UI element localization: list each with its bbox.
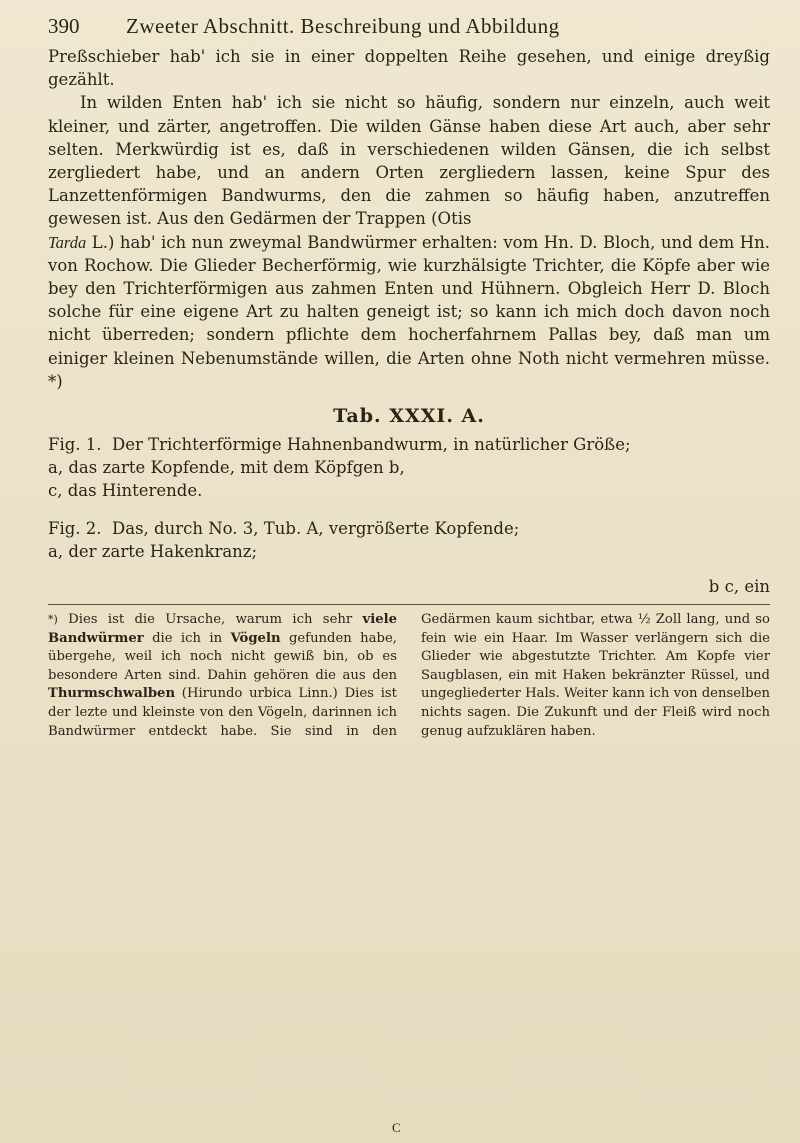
- footnote-text: Dies ist die Ursache, warum ich sehr: [68, 612, 353, 628]
- figure-label: Fig. 2.: [48, 518, 102, 538]
- footnote-text: (Hirundo urbica Linn.) Dies ist der lezte und kleinste von den Vögeln, darinnen ich Bandwürmer entdeckt habe. Sie sind in den Gedärmen kaum sichtbar, etwa ½ Zoll lang, und so fein wie ein Haar. Im Wasser verlängern sich die Glieder wie abgestutzte Trichter. Am Kopfe vier Saugblasen, ein mit Haken bekränzter Rüssel, und ungegliederter Hals. Weiter kann ich von denselben nichts sagen. Die Zukunft und der Fleiß wird noch genug aufzuklären haben.: [48, 612, 770, 739]
- footnote-emphasis: Thurmschwalben: [48, 686, 176, 702]
- figure-continuation: b c, ein: [708, 577, 770, 597]
- paragraph: [48, 231, 770, 393]
- main-text: [48, 45, 770, 393]
- figure-item: a, das zarte Kopfende, mit dem Köpfgen b,: [48, 458, 405, 478]
- species-name: Tarda: [48, 232, 87, 252]
- table-heading: Tab. XXXI. A.: [333, 405, 485, 428]
- footnote-text: die ich in: [152, 630, 223, 646]
- figure-label: Fig. 1.: [48, 435, 102, 455]
- figure-caption: [48, 433, 770, 456]
- figure-text: Der Trichterförmige Hahnenbandwurm, in natürlicher Größe;: [112, 435, 631, 455]
- footnote-marker: *): [48, 613, 58, 627]
- figure-text: Das, durch No. 3, Tub. A, vergrößerte Kopfende;: [112, 518, 520, 538]
- footnote: [48, 611, 770, 741]
- paragraph: Preßschieber hab' ich sie in einer doppelten Reihe gesehen, und einige dreyßig gezählt.: [48, 47, 770, 90]
- figure-item: c, das Hinterende.: [48, 481, 203, 501]
- figure-item: a, der zarte Hakenkranz;: [48, 541, 258, 561]
- figure-list: [48, 433, 770, 596]
- footnote-emphasis: Vögeln: [230, 630, 281, 646]
- page-header: [48, 14, 770, 39]
- footnote-emphasis: viele Bandwürmer: [48, 612, 398, 646]
- footnote-text: gefunden habe, übergehe, weil ich noch nicht gewiß bin, ob es besondere Arten sind. Dahin gehören die aus den: [48, 630, 397, 683]
- page-number: 390: [48, 14, 80, 38]
- paragraph: In wilden Enten hab' ich sie nicht so häufig, sondern nur einzeln, auch weit kleiner, und zärter, angetroffen. Die wilden Gänse haben diese Art auch, aber sehr selten. Merkwürdig ist es, daß in verschiedenen wilden Gänsen, die ich selbst zergliedert habe, und an andern Orten zergliedern lassen, keine Spur des Lanzettenförmigen Bandwurms, den die zahmen so häufig haben, anzutreffen gewesen ist. Aus den Gedärmen der Trappen (Otis: [48, 93, 770, 229]
- running-head: Zweeter Abschnitt. Beschreibung und Abbildung: [126, 14, 560, 38]
- footnote-divider: [48, 604, 770, 605]
- catchword: C: [392, 1120, 401, 1135]
- figure-caption: [48, 517, 770, 540]
- paragraph-text: L.) hab' ich nun zweymal Bandwürmer erhalten: vom Hn. D. Bloch, und dem Hn. von Rochow. Die Glieder Becherförmig, wie kurzhälsigte Trichter, die Köpfe aber wie bey den Trichterförmigen aus zahmen Enten und Hühnern. Obgleich Herr D. Bloch solche für eine eigene Art zu halten geneigt ist; so kann ich mich doch davon noch nicht überreden; sondern pflichte dem hocherfahrnem Pallas bey, daß man um einiger kleinen Nebenumstände willen, die Arten ohne Noth nicht vermehren müsse. *): [48, 232, 770, 391]
